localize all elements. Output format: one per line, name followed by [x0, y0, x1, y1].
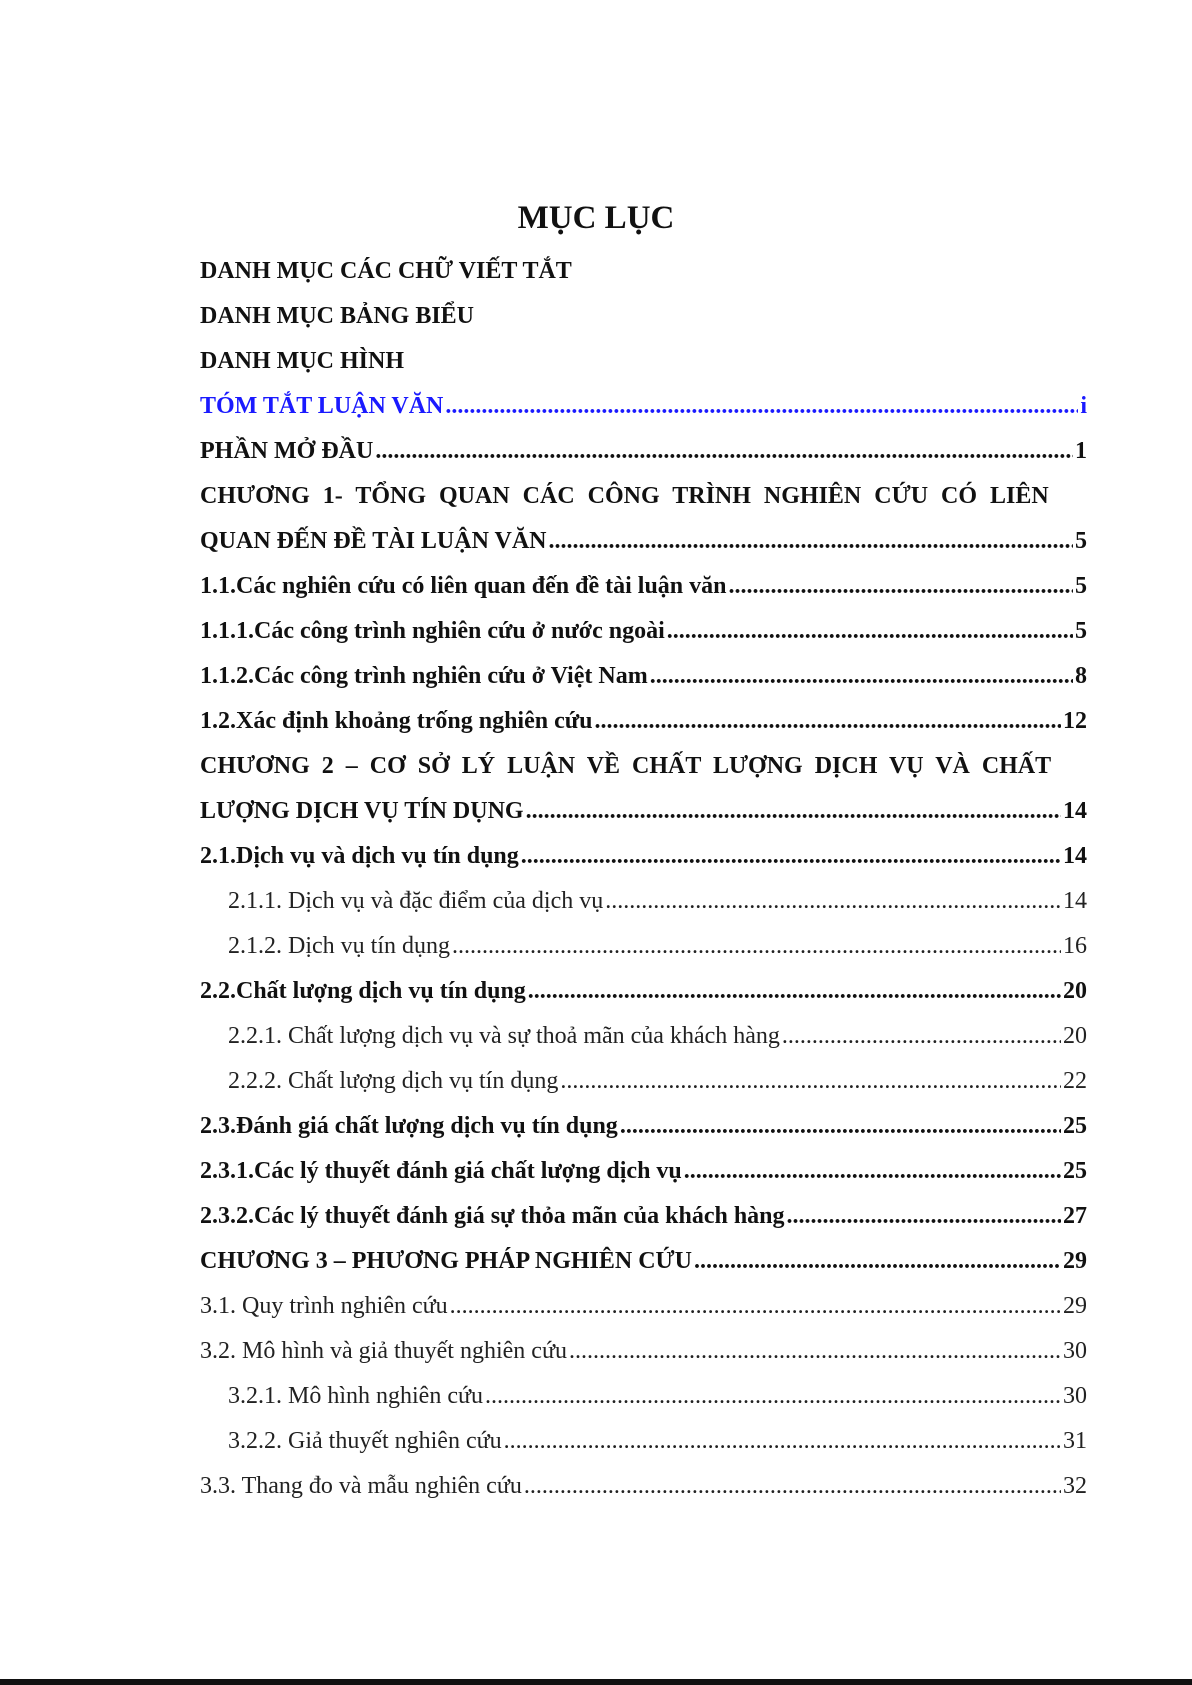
toc-entry-label: 2.2.1. Chất lượng dịch vụ và sự thoả mãn của khách hàng — [228, 1023, 780, 1049]
toc-leader-dots — [595, 710, 1062, 744]
toc-leader-dots — [729, 575, 1074, 609]
toc-leader-dots — [605, 890, 1061, 924]
toc-entry-label: Đánh giá chất lượng dịch vụ tín dụng — [236, 1113, 618, 1139]
toc-entry[interactable] — [200, 1464, 1087, 1509]
toc-entry-label: LƯỢNG DỊCH VỤ TÍN DỤNG — [200, 798, 524, 824]
toc-entry[interactable] — [200, 789, 1087, 834]
toc-entry[interactable] — [200, 1374, 1087, 1419]
toc-entry-label: Dịch vụ và dịch vụ tín dụng — [236, 843, 519, 869]
toc-entry-label: QUAN ĐẾN ĐỀ TÀI LUẬN VĂN — [200, 528, 547, 554]
toc-entry[interactable] — [200, 1149, 1087, 1194]
toc-entry[interactable] — [200, 1239, 1087, 1284]
toc-entry[interactable] — [200, 654, 1087, 699]
toc-entry[interactable] — [200, 474, 1087, 519]
toc-page-number: 27 — [1063, 1203, 1087, 1229]
toc-entry-number: 2.2. — [200, 978, 236, 1004]
toc-page-number: 16 — [1063, 933, 1087, 959]
toc-entry-label: Các công trình nghiên cứu ở Việt Nam — [254, 663, 648, 689]
toc-entry[interactable] — [200, 564, 1087, 609]
toc-entry[interactable] — [200, 1014, 1087, 1059]
toc-entry-label: CHƯƠNG 3 – PHƯƠNG PHÁP NGHIÊN CỨU — [200, 1248, 692, 1274]
page-bottom-border — [0, 1679, 1192, 1685]
toc-entry[interactable] — [200, 1104, 1087, 1149]
toc-entry-label: Xác định khoảng trống nghiên cứu — [236, 708, 593, 734]
toc-entry-label-text: CHƯƠNG 2 – CƠ SỞ LÝ LUẬN VỀ CHẤT LƯỢNG DỊCH VỤ VÀ CHẤT — [200, 753, 1052, 779]
toc-leader-dots — [445, 395, 1078, 429]
toc-page-number: 20 — [1063, 1023, 1087, 1049]
toc-entry-number: 2.3.2. — [200, 1203, 254, 1229]
toc-entry-label: Chất lượng dịch vụ tín dụng — [236, 978, 526, 1004]
toc-leader-dots — [650, 665, 1073, 699]
toc-entry-label: 3.1. Quy trình nghiên cứu — [200, 1293, 448, 1319]
toc-entry-label: PHẦN MỞ ĐẦU — [200, 438, 374, 464]
toc-entry-label: DANH MỤC BẢNG BIỂU — [200, 303, 475, 329]
toc-entry-label: Các nghiên cứu có liên quan đến đề tài luận văn — [236, 573, 727, 599]
toc-entry-number: 1.1.1. — [200, 618, 254, 644]
toc-entry[interactable] — [200, 519, 1087, 564]
toc-entry-label-text: CHƯƠNG 1- TỔNG QUAN CÁC CÔNG TRÌNH NGHIÊN CỨU CÓ LIÊN — [200, 483, 1049, 509]
toc-page-number: 31 — [1063, 1428, 1087, 1454]
toc-entry[interactable] — [200, 924, 1087, 969]
toc-entry-label: 2.2.2. Chất lượng dịch vụ tín dụng — [228, 1068, 559, 1094]
toc-entry-label: 3.3. Thang đo và mẫu nghiên cứu — [200, 1473, 522, 1499]
toc-page-number: 14 — [1063, 888, 1087, 914]
toc-leader-dots — [787, 1205, 1061, 1239]
toc-entry[interactable] — [200, 834, 1087, 879]
toc-page-number: 20 — [1063, 978, 1087, 1004]
toc-entry-number: 2.3. — [200, 1113, 236, 1139]
toc-entry-label: 3.2. Mô hình và giả thuyết nghiên cứu — [200, 1338, 567, 1364]
toc-leader-dots — [620, 1115, 1061, 1149]
toc-leader-dots — [524, 1475, 1061, 1509]
toc-page-number: 5 — [1075, 573, 1087, 599]
toc-page-number: 30 — [1063, 1338, 1087, 1364]
toc-entry-link[interactable] — [200, 384, 1087, 429]
toc-entry[interactable] — [200, 1284, 1087, 1329]
toc-entry-number: 1.1.2. — [200, 663, 254, 689]
toc-entry[interactable] — [200, 429, 1087, 474]
toc-entry-label: 3.2.2. Giả thuyết nghiên cứu — [228, 1428, 502, 1454]
toc-leader-dots — [694, 1250, 1061, 1284]
toc-entry-label — [200, 483, 1087, 510]
page-title: MỤC LỤC — [517, 200, 675, 236]
toc-leader-dots — [526, 800, 1061, 834]
toc-entry[interactable] — [200, 1329, 1087, 1374]
toc-page-number: 30 — [1063, 1383, 1087, 1409]
toc-entry[interactable] — [200, 294, 1087, 339]
toc-page-number: i — [1080, 393, 1087, 419]
toc-entry-number: 2.3.1. — [200, 1158, 254, 1184]
toc-leader-dots — [782, 1025, 1061, 1059]
toc-entry[interactable] — [200, 339, 1087, 384]
toc-entry[interactable] — [200, 699, 1087, 744]
toc-leader-dots — [504, 1430, 1061, 1464]
toc-page-number: 12 — [1063, 708, 1087, 734]
toc-entry[interactable] — [200, 609, 1087, 654]
toc-entry[interactable] — [200, 969, 1087, 1014]
toc-leader-dots — [549, 530, 1074, 564]
toc-entry[interactable] — [200, 1059, 1087, 1104]
toc-entry-label — [200, 753, 1087, 780]
toc-page-number: 25 — [1063, 1113, 1087, 1139]
table-of-contents — [200, 249, 1087, 1509]
toc-entry-label: Các lý thuyết đánh giá sự thỏa mãn của khách hàng — [254, 1203, 785, 1229]
toc-page-number: 32 — [1063, 1473, 1087, 1499]
toc-entry-number: 1.2. — [200, 708, 236, 734]
toc-page-number: 22 — [1063, 1068, 1087, 1094]
toc-page-number: 25 — [1063, 1158, 1087, 1184]
toc-page-number: 29 — [1063, 1293, 1087, 1319]
toc-entry[interactable] — [200, 1194, 1087, 1239]
toc-page-number: 29 — [1063, 1248, 1087, 1274]
toc-entry-label: 2.1.1. Dịch vụ và đặc điểm của dịch vụ — [228, 888, 604, 914]
toc-entry-number: 1.1. — [200, 573, 236, 599]
toc-leader-dots — [569, 1340, 1061, 1374]
toc-page-number: 8 — [1075, 663, 1087, 689]
toc-entry-label: DANH MỤC HÌNH — [200, 348, 404, 374]
toc-entry-label: 3.2.1. Mô hình nghiên cứu — [228, 1383, 483, 1409]
toc-entry-label: Các công trình nghiên cứu ở nước ngoài — [254, 618, 665, 644]
toc-entry[interactable] — [200, 744, 1087, 789]
toc-entry-number: 2.1. — [200, 843, 236, 869]
toc-leader-dots — [375, 440, 1073, 474]
toc-page-number: 14 — [1063, 843, 1087, 869]
toc-leader-dots — [485, 1385, 1061, 1419]
toc-entry-label: 2.1.2. Dịch vụ tín dụng — [228, 933, 450, 959]
toc-page-number: 5 — [1075, 528, 1087, 554]
toc-entry[interactable] — [200, 879, 1087, 924]
toc-leader-dots — [450, 1295, 1061, 1329]
toc-leader-dots — [667, 620, 1073, 654]
toc-page-number: 14 — [1063, 798, 1087, 824]
toc-leader-dots — [521, 845, 1061, 879]
toc-entry-label: TÓM TẮT LUẬN VĂN — [200, 393, 444, 419]
toc-leader-dots — [684, 1160, 1061, 1194]
toc-page-number: 1 — [1075, 438, 1087, 464]
toc-entry[interactable] — [200, 249, 1087, 294]
toc-entry-label: Các lý thuyết đánh giá chất lượng dịch vụ — [254, 1158, 682, 1184]
toc-entry[interactable] — [200, 1419, 1087, 1464]
toc-page-number: 5 — [1075, 618, 1087, 644]
toc-leader-dots — [452, 935, 1061, 969]
toc-leader-dots — [560, 1070, 1061, 1104]
toc-leader-dots — [528, 980, 1061, 1014]
toc-entry-label: DANH MỤC CÁC CHỮ VIẾT TẮT — [200, 258, 572, 284]
